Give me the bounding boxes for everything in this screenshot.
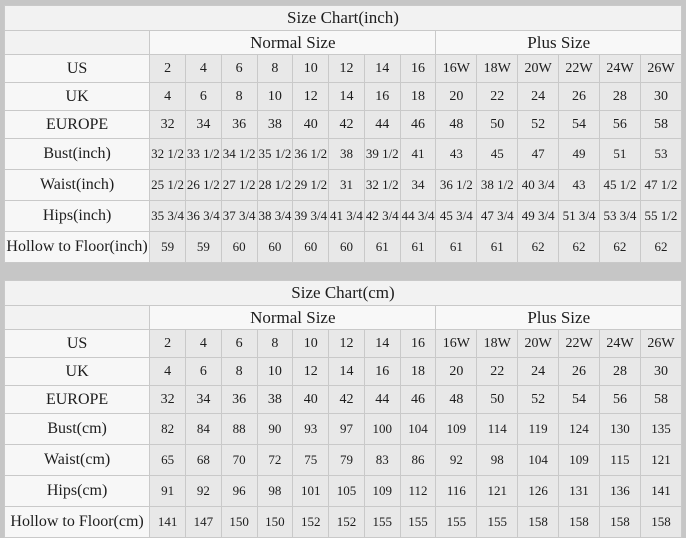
size-cell: 44	[364, 386, 400, 414]
row-label: UK	[5, 358, 150, 386]
size-cell: 115	[600, 445, 641, 476]
table-row	[5, 55, 682, 83]
size-cell: 30	[640, 358, 681, 386]
size-cell: 112	[400, 476, 436, 507]
size-cell: 16W	[436, 330, 477, 358]
size-cell: 135	[640, 414, 681, 445]
size-cell: 28 1/2	[257, 170, 293, 201]
size-cell: 8	[221, 83, 257, 111]
row-label: EUROPE	[5, 111, 150, 139]
size-cell: 82	[150, 414, 186, 445]
row-label: Hollow to Floor(inch)	[5, 232, 150, 263]
size-cell: 60	[221, 232, 257, 263]
size-cell: 92	[436, 445, 477, 476]
table-title: Size Chart(inch)	[5, 6, 682, 31]
size-cell: 22W	[559, 330, 600, 358]
size-cell: 42	[329, 386, 365, 414]
size-cell: 158	[600, 507, 641, 538]
size-cell: 24W	[600, 330, 641, 358]
size-cell: 46	[400, 111, 436, 139]
size-cell: 158	[640, 507, 681, 538]
size-cell: 60	[257, 232, 293, 263]
size-cell: 90	[257, 414, 293, 445]
size-cell: 34	[185, 111, 221, 139]
size-cell: 50	[477, 386, 518, 414]
size-cell: 105	[329, 476, 365, 507]
table-title-row	[5, 281, 682, 306]
size-cell: 130	[600, 414, 641, 445]
size-cell: 60	[293, 232, 329, 263]
size-cell: 22W	[559, 55, 600, 83]
size-cell: 62	[599, 232, 640, 263]
size-cell: 155	[477, 507, 518, 538]
size-cell: 36	[221, 386, 257, 414]
size-cell: 38	[257, 111, 293, 139]
size-cell: 147	[185, 507, 221, 538]
size-cell: 29 1/2	[293, 170, 329, 201]
size-cell: 47 1/2	[640, 170, 681, 201]
table-row	[5, 476, 682, 507]
size-cell: 136	[600, 476, 641, 507]
size-cell: 12	[293, 83, 329, 111]
size-cell: 14	[329, 83, 365, 111]
size-cell: 62	[518, 232, 559, 263]
size-cell: 43	[436, 139, 477, 170]
size-cell: 86	[400, 445, 436, 476]
size-cell: 60	[329, 232, 365, 263]
size-cell: 48	[436, 386, 477, 414]
size-cell: 40	[293, 386, 329, 414]
size-cell: 119	[518, 414, 559, 445]
size-cell: 109	[559, 445, 600, 476]
size-cell: 14	[329, 358, 365, 386]
size-cell: 27 1/2	[221, 170, 257, 201]
size-cell: 158	[559, 507, 600, 538]
group-header-plus-size: Plus Size	[436, 31, 682, 55]
size-cell: 2	[150, 55, 186, 83]
table-row	[5, 83, 682, 111]
size-cell: 16W	[436, 55, 477, 83]
size-cell: 8	[257, 55, 293, 83]
size-cell: 20	[436, 358, 477, 386]
size-cell: 61	[400, 232, 436, 263]
row-label: Waist(inch)	[5, 170, 150, 201]
size-cell: 72	[257, 445, 293, 476]
row-label: Waist(cm)	[5, 445, 150, 476]
group-header-normal-size: Normal Size	[150, 306, 436, 330]
table-row	[5, 330, 682, 358]
size-cell: 14	[364, 330, 400, 358]
size-cell: 51 3/4	[559, 201, 600, 232]
size-cell: 39 1/2	[364, 139, 400, 170]
size-cell: 53 3/4	[599, 201, 640, 232]
size-cell: 4	[185, 55, 221, 83]
size-cell: 61	[364, 232, 400, 263]
size-cell: 38	[329, 139, 365, 170]
size-cell: 26W	[640, 55, 681, 83]
table-row	[5, 139, 682, 170]
size-cell: 36 3/4	[185, 201, 221, 232]
size-cell: 6	[221, 330, 257, 358]
size-cell: 131	[559, 476, 600, 507]
size-cell: 34 1/2	[221, 139, 257, 170]
size-cell: 36 1/2	[293, 139, 329, 170]
size-cell: 158	[518, 507, 559, 538]
size-cell: 88	[221, 414, 257, 445]
size-cell: 37 3/4	[221, 201, 257, 232]
size-cell: 8	[221, 358, 257, 386]
size-cell: 8	[257, 330, 293, 358]
size-cell: 36 1/2	[436, 170, 477, 201]
size-cell: 49	[559, 139, 600, 170]
size-cell: 109	[436, 414, 477, 445]
size-cell: 24	[518, 358, 559, 386]
size-cell: 36	[221, 111, 257, 139]
column-group-row	[5, 31, 682, 55]
table-row	[5, 232, 682, 263]
size-cell: 42	[329, 111, 365, 139]
row-label: Hollow to Floor(cm)	[5, 507, 150, 538]
table-row	[5, 414, 682, 445]
size-chart-cm-table	[4, 280, 682, 538]
size-cell: 56	[599, 111, 640, 139]
row-label: Bust(inch)	[5, 139, 150, 170]
size-cell: 32	[150, 111, 186, 139]
size-cell: 31	[329, 170, 365, 201]
size-cell: 52	[518, 111, 559, 139]
size-chart-inch-table	[4, 5, 682, 263]
size-cell: 18	[400, 358, 436, 386]
size-cell: 46	[400, 386, 436, 414]
size-cell: 18W	[477, 330, 518, 358]
size-cell: 48	[436, 111, 477, 139]
size-cell: 91	[150, 476, 186, 507]
size-cell: 24	[518, 83, 559, 111]
size-cell: 32 1/2	[150, 139, 186, 170]
size-cell: 22	[477, 83, 518, 111]
size-cell: 38 1/2	[477, 170, 518, 201]
size-cell: 104	[400, 414, 436, 445]
size-cell: 155	[400, 507, 436, 538]
size-cell: 83	[364, 445, 400, 476]
size-cell: 18W	[477, 55, 518, 83]
size-cell: 56	[600, 386, 641, 414]
table-row	[5, 386, 682, 414]
size-cell: 34	[185, 386, 221, 414]
size-cell: 53	[640, 139, 681, 170]
size-cell: 18	[400, 83, 436, 111]
row-label: Bust(cm)	[5, 414, 150, 445]
size-cell: 28	[600, 358, 641, 386]
size-cell: 109	[364, 476, 400, 507]
size-cell: 150	[221, 507, 257, 538]
row-label: EUROPE	[5, 386, 150, 414]
row-label: US	[5, 55, 150, 83]
size-cell: 28	[599, 83, 640, 111]
size-cell: 4	[150, 83, 186, 111]
size-cell: 116	[436, 476, 477, 507]
size-cell: 70	[221, 445, 257, 476]
size-cell: 62	[640, 232, 681, 263]
size-cell: 10	[257, 358, 293, 386]
table-row	[5, 507, 682, 538]
size-cell: 65	[150, 445, 186, 476]
size-cell: 26 1/2	[185, 170, 221, 201]
size-cell: 97	[329, 414, 365, 445]
size-cell: 40 3/4	[518, 170, 559, 201]
size-cell: 24W	[599, 55, 640, 83]
column-group-row	[5, 306, 682, 330]
size-cell: 61	[436, 232, 477, 263]
size-cell: 14	[364, 55, 400, 83]
size-cell: 42 3/4	[364, 201, 400, 232]
size-cell: 52	[518, 386, 559, 414]
size-cell: 33 1/2	[185, 139, 221, 170]
size-cell: 30	[640, 83, 681, 111]
size-cell: 16	[364, 83, 400, 111]
size-cell: 10	[257, 83, 293, 111]
size-cell: 121	[640, 445, 681, 476]
size-cell: 121	[477, 476, 518, 507]
size-cell: 20W	[518, 330, 559, 358]
size-cell: 45 1/2	[599, 170, 640, 201]
size-cell: 93	[293, 414, 329, 445]
size-cell: 124	[559, 414, 600, 445]
table-row	[5, 201, 682, 232]
size-cell: 96	[221, 476, 257, 507]
table-row	[5, 358, 682, 386]
size-cell: 152	[293, 507, 329, 538]
size-cell: 26W	[640, 330, 681, 358]
size-cell: 141	[640, 476, 681, 507]
size-cell: 26	[559, 358, 600, 386]
size-cell: 61	[477, 232, 518, 263]
table-title: Size Chart(cm)	[5, 281, 682, 306]
group-header-normal-size: Normal Size	[150, 31, 436, 55]
size-cell: 16	[400, 55, 436, 83]
table-title-row	[5, 6, 682, 31]
size-cell: 41 3/4	[329, 201, 365, 232]
size-cell: 51	[599, 139, 640, 170]
size-cell: 12	[293, 358, 329, 386]
size-cell: 84	[185, 414, 221, 445]
size-cell: 12	[329, 55, 365, 83]
size-cell: 35 3/4	[150, 201, 186, 232]
size-cell: 22	[477, 358, 518, 386]
size-cell: 155	[364, 507, 400, 538]
size-cell: 45 3/4	[436, 201, 477, 232]
size-cell: 32	[150, 386, 186, 414]
size-cell: 44 3/4	[400, 201, 436, 232]
size-cell: 16	[364, 358, 400, 386]
table-row	[5, 445, 682, 476]
row-label: US	[5, 330, 150, 358]
size-cell: 58	[640, 386, 681, 414]
size-cell: 92	[185, 476, 221, 507]
size-cell: 62	[559, 232, 600, 263]
size-cell: 20W	[518, 55, 559, 83]
size-cell: 38 3/4	[257, 201, 293, 232]
size-cell: 40	[293, 111, 329, 139]
size-cell: 54	[559, 386, 600, 414]
size-cell: 59	[150, 232, 186, 263]
group-header-plus-size: Plus Size	[436, 306, 682, 330]
size-cell: 4	[185, 330, 221, 358]
size-cell: 10	[293, 330, 329, 358]
size-cell: 6	[221, 55, 257, 83]
size-cell: 47	[518, 139, 559, 170]
size-cell: 101	[293, 476, 329, 507]
size-cell: 34	[400, 170, 436, 201]
size-cell: 155	[436, 507, 477, 538]
size-cell: 141	[150, 507, 186, 538]
size-cell: 45	[477, 139, 518, 170]
size-cell: 98	[257, 476, 293, 507]
size-cell: 58	[640, 111, 681, 139]
size-cell: 4	[150, 358, 186, 386]
size-cell: 39 3/4	[293, 201, 329, 232]
size-cell: 2	[150, 330, 186, 358]
size-cell: 43	[559, 170, 600, 201]
size-cell: 16	[400, 330, 436, 358]
size-cell: 41	[400, 139, 436, 170]
size-cell: 44	[364, 111, 400, 139]
size-cell: 104	[518, 445, 559, 476]
size-cell: 20	[436, 83, 477, 111]
size-cell: 152	[329, 507, 365, 538]
size-cell: 50	[477, 111, 518, 139]
table-row	[5, 170, 682, 201]
size-cell: 25 1/2	[150, 170, 186, 201]
size-cell: 12	[329, 330, 365, 358]
size-cell: 59	[185, 232, 221, 263]
size-cell: 49 3/4	[518, 201, 559, 232]
corner-cell	[5, 31, 150, 55]
size-cell: 114	[477, 414, 518, 445]
size-cell: 75	[293, 445, 329, 476]
size-cell: 26	[559, 83, 600, 111]
size-cell: 98	[477, 445, 518, 476]
row-label: Hips(inch)	[5, 201, 150, 232]
size-cell: 68	[185, 445, 221, 476]
size-cell: 35 1/2	[257, 139, 293, 170]
size-cell: 6	[185, 83, 221, 111]
row-label: Hips(cm)	[5, 476, 150, 507]
size-cell: 79	[329, 445, 365, 476]
size-cell: 32 1/2	[364, 170, 400, 201]
size-cell: 126	[518, 476, 559, 507]
size-cell: 47 3/4	[477, 201, 518, 232]
corner-cell	[5, 306, 150, 330]
size-cell: 6	[185, 358, 221, 386]
row-label: UK	[5, 83, 150, 111]
size-cell: 55 1/2	[640, 201, 681, 232]
size-cell: 38	[257, 386, 293, 414]
size-cell: 54	[559, 111, 600, 139]
table-row	[5, 111, 682, 139]
size-cell: 150	[257, 507, 293, 538]
size-cell: 10	[293, 55, 329, 83]
size-cell: 100	[364, 414, 400, 445]
